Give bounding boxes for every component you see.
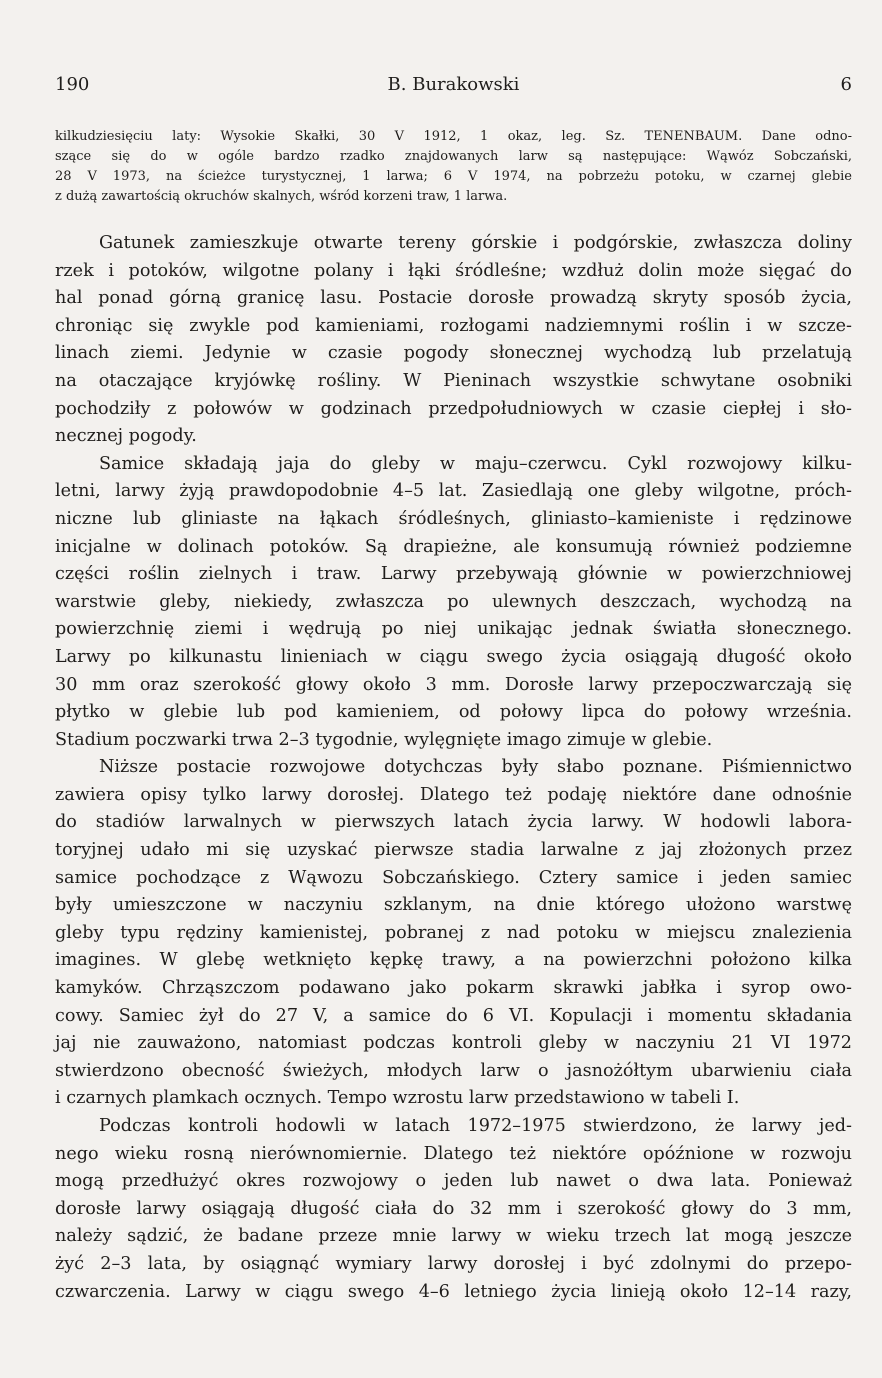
running-title: B. Burakowski [387, 74, 520, 95]
text-line: rzek i potoków, wilgotne polany i łąki śródleśne; wzdłuż dolin może sięgać do [55, 260, 852, 281]
text-line: Larwy po kilkunastu linieniach w ciągu swego życia osiągają długość około [55, 646, 852, 667]
text-line: z dużą zawartością okruchów skalnych, wśród korzeni traw, 1 larwa. [55, 189, 508, 204]
text-line: kamyków. Chrząszczom podawano jako pokarm skrawki jabłka i syrop owo- [55, 978, 852, 999]
text-line: Gatunek zamieszkuje otwarte tereny górskie i podgórskie, zwłaszcza doliny [99, 233, 852, 253]
text-line: toryjnej udało mi się uzyskać pierwsze stadia larwalne z jaj złożonych przez [55, 840, 852, 861]
text-line: niczne lub gliniaste na łąkach śródleśnych, gliniasto–kamieniste i rędzinowe [55, 508, 852, 529]
page-number: 190 [55, 74, 90, 95]
text-line: imagines. W glebę wetknięto kępkę trawy, a na powierzchni położono kilka [55, 950, 852, 971]
text-line: żyć 2–3 lata, by osiągnąć wymiary larwy dorosłej i być zdolnymi do przepo- [55, 1253, 852, 1274]
text-line: stwierdzono obecność świeżych, młodych larw o jasnożółtym ubarwieniu ciała [55, 1060, 852, 1081]
text-line: nego wieku rosną nierównomiernie. Dlatego też niektóre opóźnione w rozwoju [55, 1143, 852, 1164]
text-line: Samice składają jaja do gleby w maju–czerwcu. Cykl rozwojowy kilku- [99, 453, 852, 474]
text-line: dorosłe larwy osiągają długość ciała do 32 mm i szerokość głowy do 3 mm, [55, 1198, 852, 1219]
text-line: Stadium poczwarki trwa 2–3 tygodnie, wylęgnięte imago zimuje w glebie. [55, 729, 713, 750]
text-line: mogą przedłużyć okres rozwojowy o jeden lub nawet o dwa lata. Ponieważ [55, 1171, 852, 1192]
text-line: zawiera opisy tylko larwy dorosłej. Dlatego też podaję niektóre dane odnośnie [55, 784, 852, 805]
text-line: chroniąc się zwykle pod kamieniami, rozłogami nadziemnymi roślin i w szcze- [55, 315, 852, 336]
section-number: 6 [840, 74, 852, 95]
text-line: na otaczające kryjówkę rośliny. W Pieninach wszystkie schwytane osobniki [55, 370, 852, 391]
text-line: inicjalne w dolinach potoków. Są drapieżne, ale konsumują również podziemne [55, 536, 852, 557]
text-line: były umieszczone w naczyniu szklanym, na dnie którego ułożono warstwę [55, 895, 852, 916]
text-line: necznej pogody. [55, 426, 197, 447]
text-line: linach ziemi. Jedynie w czasie pogody słonecznej wychodzą lub przelatują [55, 343, 852, 364]
body-text [55, 230, 852, 1306]
text-line: płytko w glebie lub pod kamieniem, od połowy lipca do połowy września. [55, 702, 852, 723]
text-line: i czarnych plamkach ocznych. Tempo wzrostu larw przedstawiono w tabeli I. [55, 1088, 740, 1109]
page-header [55, 74, 852, 98]
text-line: 28 V 1973, na ścieżce turystycznej, 1 larwa; 6 V 1974, na pobrzeżu potoku, w czarnej glebie [55, 169, 852, 184]
text-line: czwarczenia. Larwy w ciągu swego 4–6 letniego życia linieją około 12–14 razy, [55, 1281, 852, 1302]
text-line: części roślin zielnych i traw. Larwy przebywają głównie w powierzchniowej [55, 564, 852, 585]
text-line: Podczas kontroli hodowli w latach 1972–1975 stwierdzono, że larwy jed- [99, 1116, 852, 1136]
text-line: cowy. Samiec żył do 27 V, a samice do 6 VI. Kopulacji i momentu składania [55, 1005, 852, 1026]
text-line: należy sądzić, że badane przeze mnie larwy w wieku trzech lat mogą jeszcze [55, 1226, 852, 1247]
specimen-note [55, 127, 852, 207]
text-line: hal ponad górną granicę lasu. Postacie dorosłe prowadzą skryty sposób życia, [55, 288, 852, 309]
text-line: 30 mm oraz szerokość głowy około 3 mm. Dorosłe larwy przepoczwarczają się [55, 674, 852, 695]
text-line: Niższe postacie rozwojowe dotychczas były słabo poznane. Piśmiennictwo [99, 757, 852, 778]
text-line: powierzchnię ziemi i wędrują po niej unikając jednak światła słonecznego. [55, 619, 852, 640]
text-line: do stadiów larwalnych w pierwszych latach życia larwy. W hodowli labora- [55, 812, 852, 833]
text-line: kilkudziesięciu laty: Wysokie Skałki, 30 V 1912, 1 okaz, leg. Sz. TENENBAUM. Dane odno- [55, 129, 852, 144]
text-line: szące się do w ogóle bardzo rzadko znajdowanych larw są następujące: Wąwóz Sobczański, [55, 149, 852, 164]
text-line: letni, larwy żyją prawdopodobnie 4–5 lat. Zasiedlają one gleby wilgotne, próch- [55, 481, 852, 502]
text-line: pochodziły z połowów w godzinach przedpołudniowych w czasie ciepłej i sło- [55, 398, 852, 419]
text-line: gleby typu rędziny kamienistej, pobranej z nad potoku w miejscu znalezienia [55, 922, 852, 943]
text-line: warstwie gleby, niekiedy, zwłaszcza po ulewnych deszczach, wychodzą na [55, 591, 852, 612]
text-line: samice pochodzące z Wąwozu Sobczańskiego. Cztery samice i jeden samiec [55, 867, 852, 888]
text-line: jaj nie zauważono, natomiast podczas kontroli gleby w naczyniu 21 VI 1972 [55, 1033, 852, 1054]
